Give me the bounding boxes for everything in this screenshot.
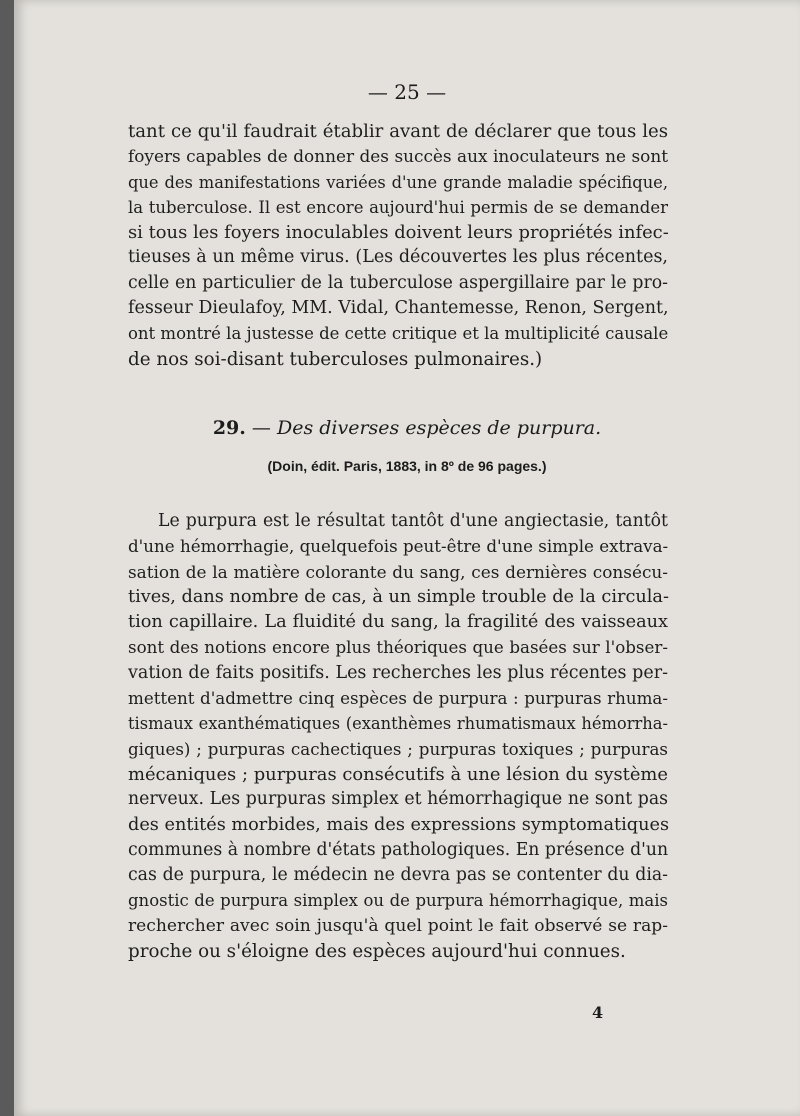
text-line: fesseur Dieulafoy, MM. Vidal, Chantemesse, Renon, Sergent, (128, 298, 669, 319)
text-line: que des manifestations variées d'une grande maladie spécifique, (128, 172, 668, 192)
text-line: sation de la matière colorante du sang, ces dernières consécu- (128, 561, 668, 582)
text-line: cas de purpura, le médecin ne devra pas se contenter du dia- (128, 865, 668, 886)
text-line: si tous les foyers inoculables doivent leurs propriétés infec- (128, 222, 669, 244)
text-line: ont montré la justesse de cette critique et la multiplicité causale (128, 324, 669, 344)
text-line: vation de faits positifs. Les recherches les plus récentes per- (128, 662, 668, 683)
text-line: proche ou s'éloigne des espèces aujourd'hui connues. (128, 941, 626, 963)
text-line: giques) ; purpuras cachectiques ; purpuras toxiques ; purpuras (128, 738, 668, 759)
text-line: celle en particulier de la tuberculose aspergillaire par le pro- (128, 272, 668, 293)
text-line: mettent d'admettre cinq espèces de purpura : purpuras rhuma- (128, 688, 668, 709)
signature-mark: 4 (592, 1003, 604, 1022)
text-line: tion capillaire. La fluidité du sang, la fragilité des vaisseaux (128, 612, 668, 633)
paragraph-purpura (128, 509, 668, 964)
text-line: nerveux. Les purpuras simplex et hémorrhagique ne sont pas (128, 789, 668, 810)
text-line: communes à nombre d'états pathologiques. En présence d'un (128, 839, 669, 860)
page-number: — 25 — (367, 80, 447, 104)
text-line: de nos soi-disant tuberculoses pulmonaires.) (128, 348, 543, 370)
text-line: tant ce qu'il faudrait établir avant de déclarer que tous les (128, 121, 668, 142)
section-title: Des diverses espèces de purpura. (276, 417, 602, 439)
text-line: sont des notions encore plus théoriques que basées sur l'obser- (128, 637, 668, 658)
section-heading (14, 417, 800, 439)
text-line: des entités morbides, mais des expressions symptomatiques (128, 814, 670, 835)
document-page (14, 0, 800, 1116)
text-line: rechercher avec soin jusqu'à quel point le fait observé se rap- (128, 915, 668, 936)
text-line: tismaux exanthématiques (exanthèmes rhumatismaux hémorrha- (128, 714, 668, 734)
publication-details: (Doin, édit. Paris, 1883, in 8º de 96 pages.) (267, 458, 547, 474)
text-line: mécaniques ; purpuras consécutifs à une lésion du système (128, 763, 668, 785)
text-line: la tuberculose. Il est encore aujourd'hui permis de se demander (128, 197, 668, 217)
text-line: d'une hémorrhagie, quelquefois peut-être d'une simple extrava- (128, 536, 669, 557)
text-line: tives, dans nombre de cas, à un simple trouble de la circula- (128, 586, 669, 607)
paragraph-tuberculosis (128, 119, 668, 372)
section-number: 29. (212, 417, 246, 439)
section-dash: — (251, 417, 271, 439)
text-line: gnostic de purpura simplex ou de purpura hémorrhagique, mais (128, 891, 668, 911)
text-line: tieuses à un même virus. (Les découvertes les plus récentes, (128, 247, 668, 268)
text-line: Le purpura est le résultat tantôt d'une angiectasie, tantôt (158, 511, 668, 531)
text-line: foyers capables de donner des succès aux inoculateurs ne sont (128, 146, 668, 167)
